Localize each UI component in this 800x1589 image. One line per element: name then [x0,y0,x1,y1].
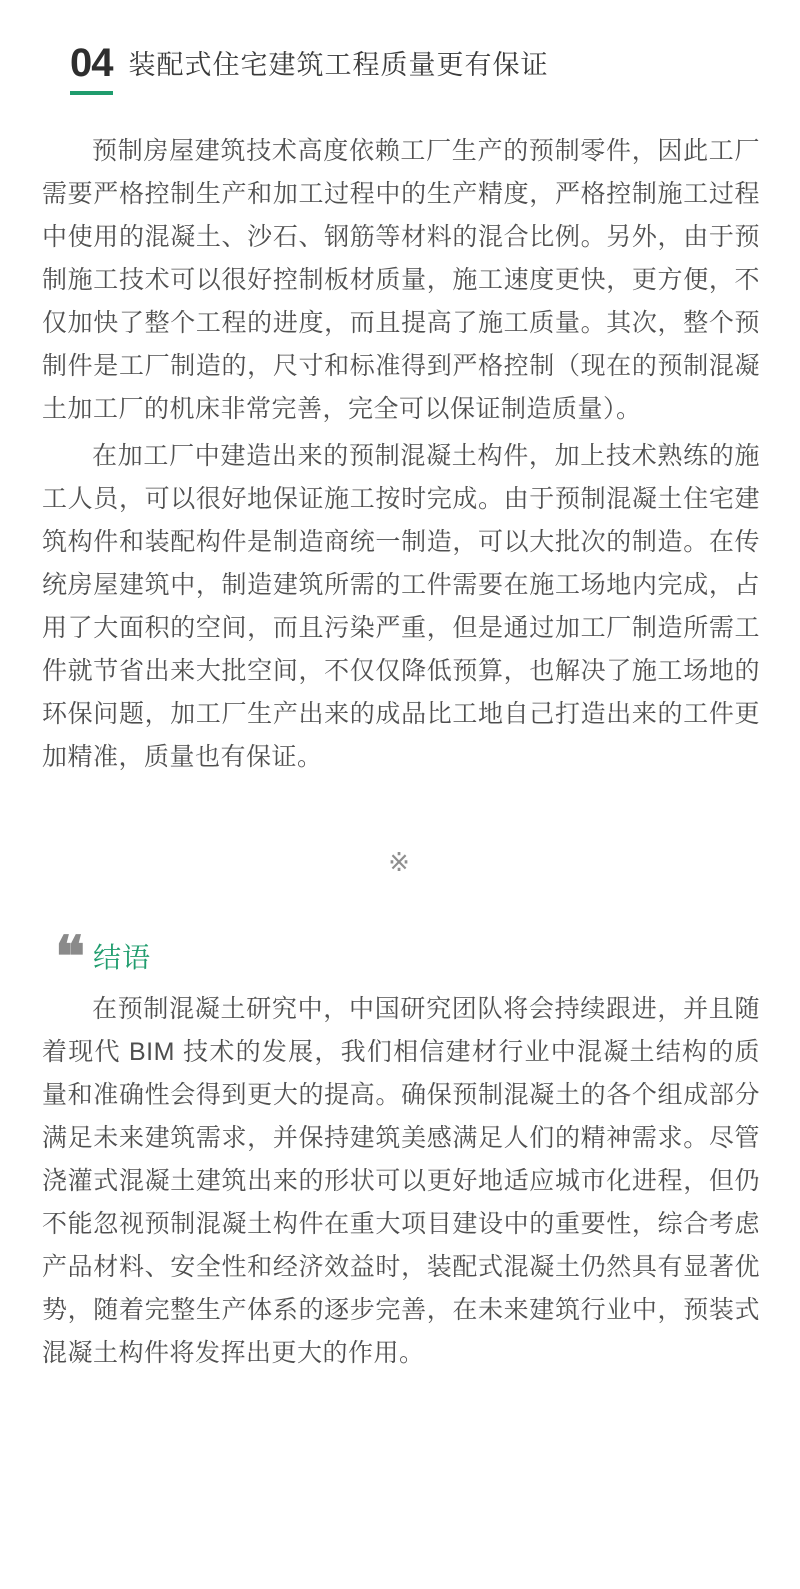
conclusion-label: 结语 [93,942,152,974]
section-body [0,130,800,779]
conclusion-heading [0,926,800,989]
section-number [70,40,113,89]
paragraph: 在加工厂中建造出来的预制混凝土构件，加上技术熟练的施工人员，可以很好地保证施工按时完成。由于预制混凝土住宅建筑构件和装配构件是制造商统一制造，可以大批次的制造。在传统房屋建筑中，制造建筑所需的工件需要在施工场地内完成，占用了大面积的空间，而且污染严重，但是通过加工厂制造所需工件就节省出来大批空间，不仅仅降低预算，也解决了施工场地的环保问题，加工厂生产出来的成品比工地自己打造出来的工件更加精准，质量也有保证。 [42,441,760,771]
section-number-text: 04 [70,40,113,85]
conclusion-body [0,988,800,1375]
quote-icon: ❝ [55,926,86,989]
section-title: 装配式住宅建筑工程质量更有保证 [128,50,549,81]
paragraph: 在预制混凝土研究中，中国研究团队将会持续跟进，并且随着现代 BIM 技术的发展，我们相信建材行业中混凝土结构的质量和准确性会得到更大的提高。确保预制混凝土的各个组成部分满足未来建筑需求，并保持建筑美感满足人们的精神需求。尽管浇灌式混凝土建筑出来的形状可以更好地适应城市化进程，但仍不能忽视预制混凝土构件在重大项目建设中的重要性，综合考虑产品材料、安全性和经济效益时，装配式混凝土仍然具有显著优势，随着完整生产体系的逐步完善，在未来建筑行业中，预装式混凝土构件将发挥出更大的作用。 [42,995,760,1368]
section-heading [0,30,800,102]
article-page [0,30,800,1589]
paragraph: 预制房屋建筑技术高度依赖工厂生产的预制零件，因此工厂需要严格控制生产和加工过程中的生产精度，严格控制施工过程中使用的混凝土、沙石、钢筋等材料的混合比例。另外，由于预制施工技术可以很好控制板材质量，施工速度更快，更方便，不仅加快了整个工程的进度，而且提高了施工质量。其次，整个预制件是工厂制造的，尺寸和标准得到严格控制（现在的预制混凝土加工厂的机床非常完善，完全可以保证制造质量）。 [42,136,760,423]
section-number-underline [70,91,113,95]
section-divider: ※ [388,846,412,877]
